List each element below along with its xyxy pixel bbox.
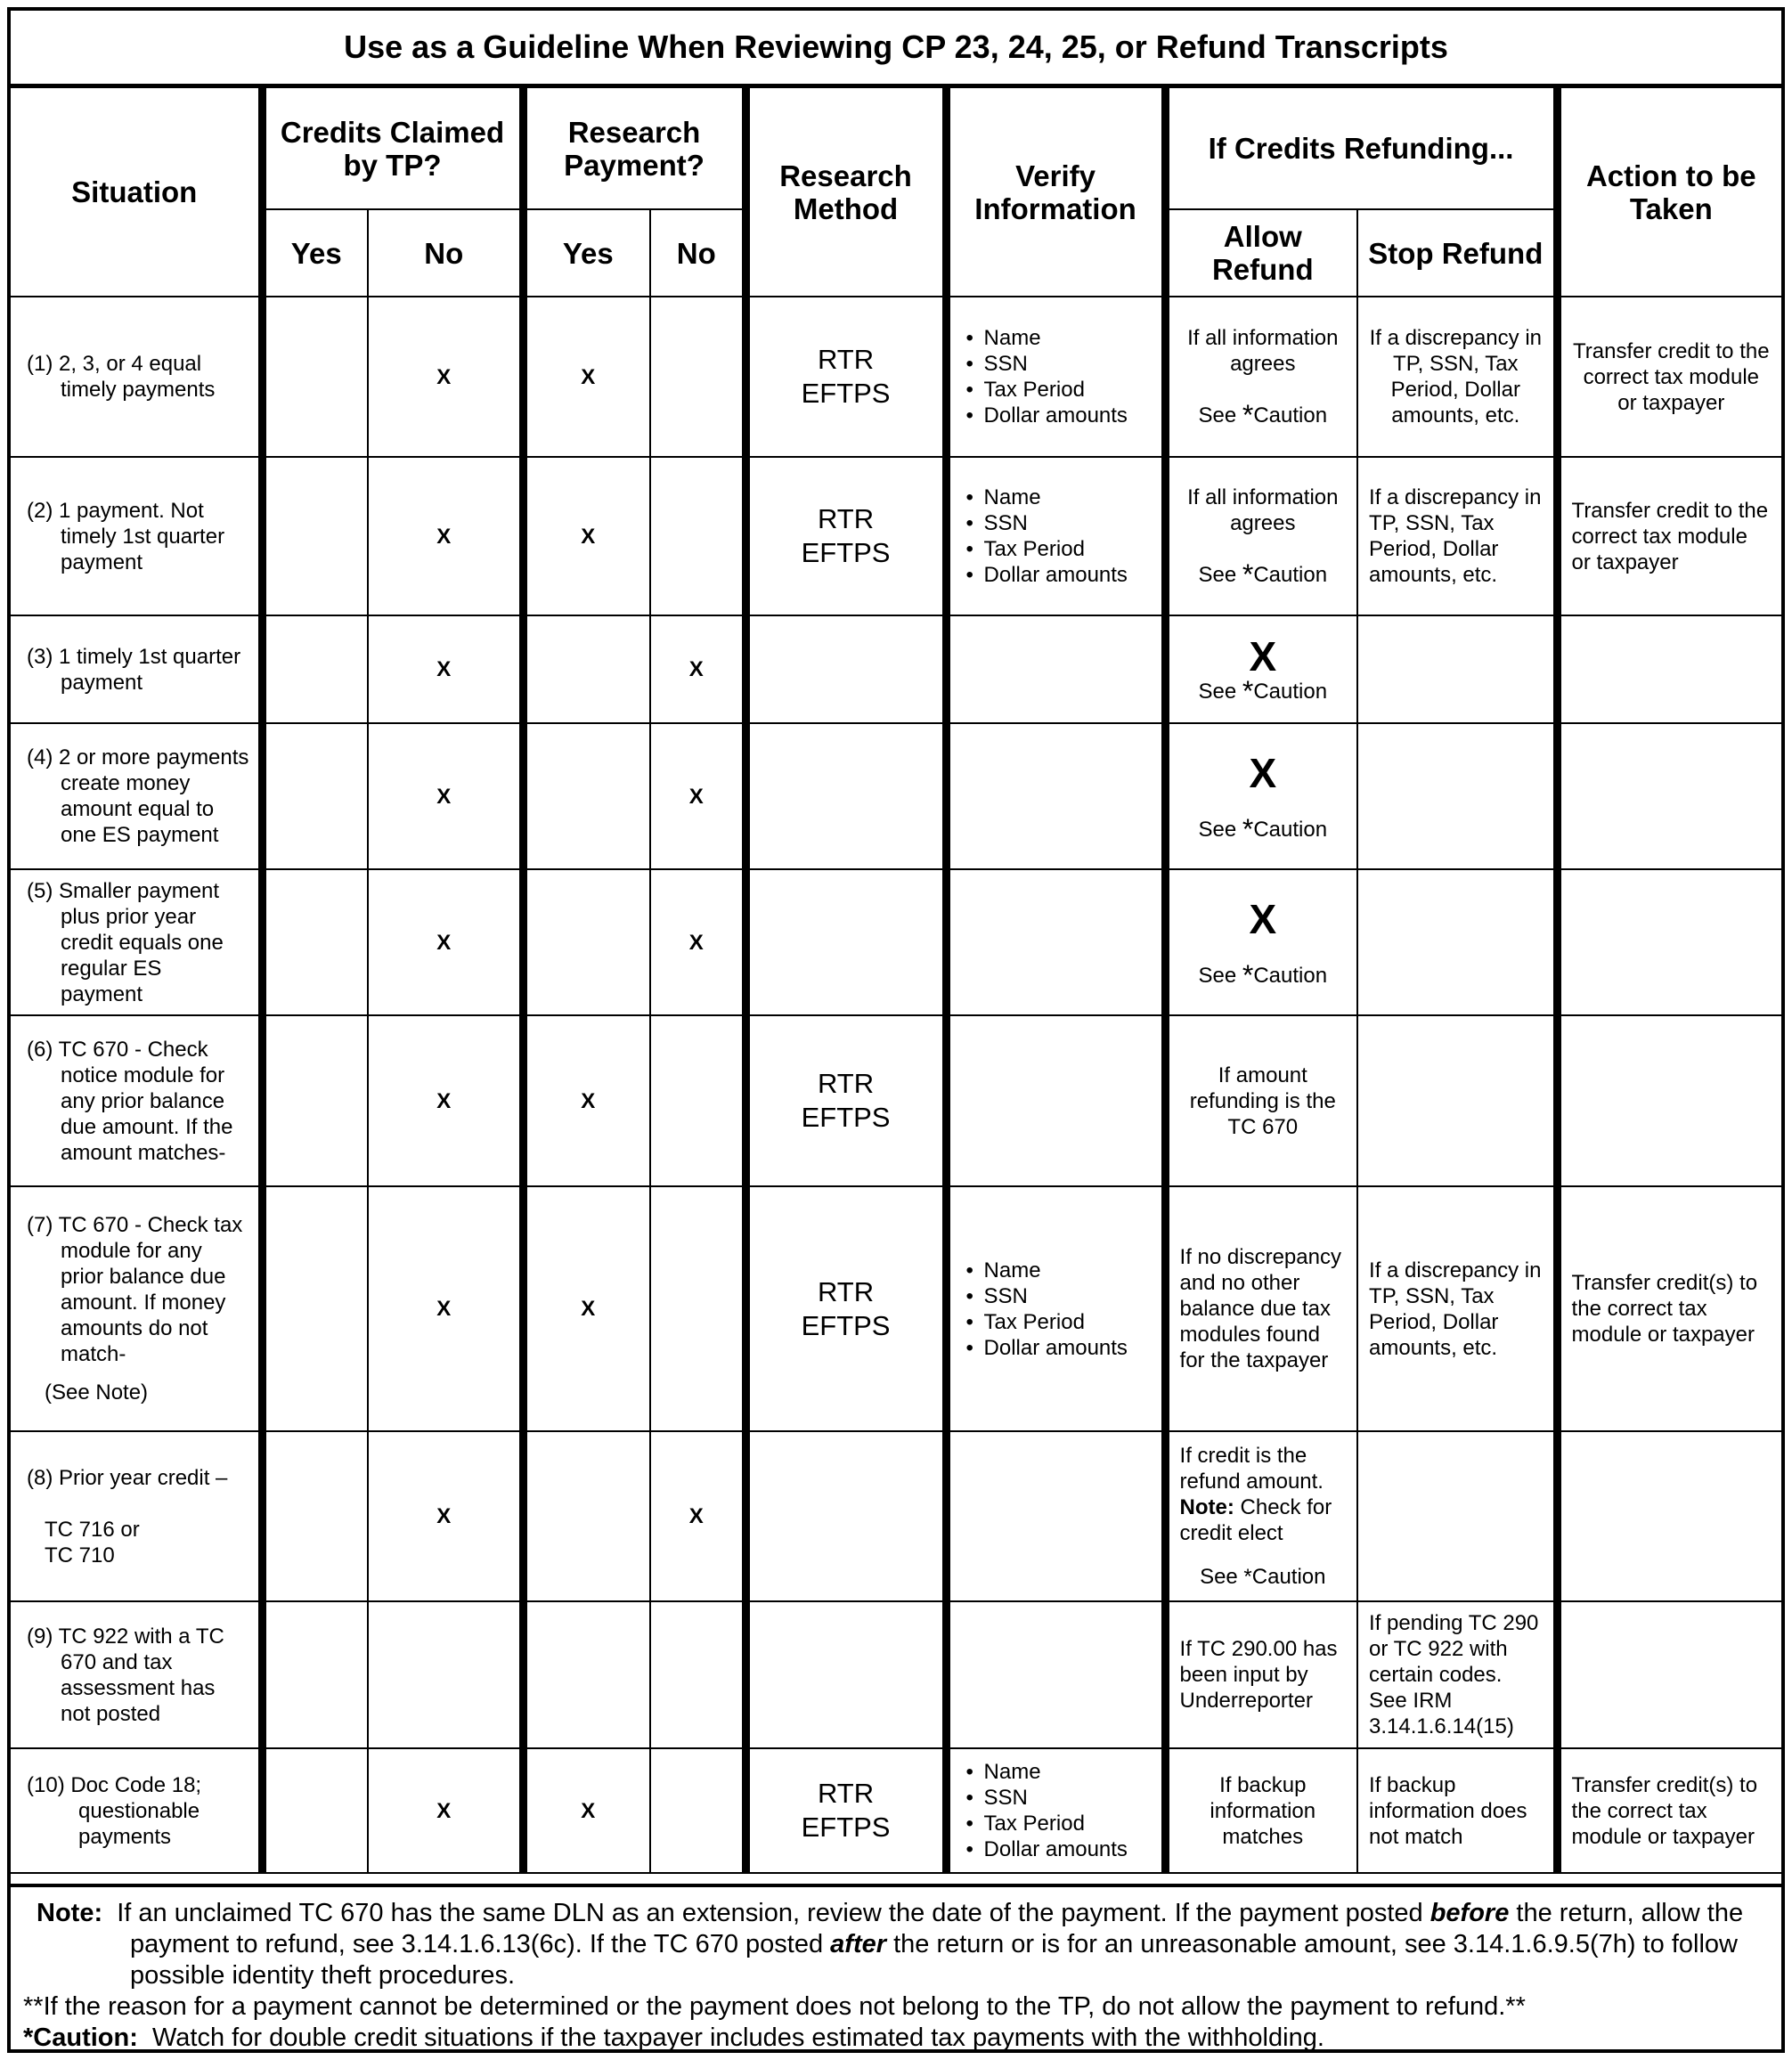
- situation-cell: [11, 869, 262, 1015]
- stop-refund-cell: [1357, 869, 1557, 1015]
- list-item: • Dollar amounts: [966, 562, 1161, 588]
- situation-text: (2) 1 payment. Not timely 1st quarter payment: [27, 498, 225, 574]
- verify-cell: [946, 723, 1165, 869]
- payment-yes-mark: X: [523, 297, 650, 457]
- payment-no-mark: X: [650, 869, 745, 1015]
- action-cell: [1557, 869, 1781, 1015]
- action-cell: Transfer credit(s) to the correct tax module or taxpayer: [1557, 1748, 1781, 1873]
- table-row: [11, 1748, 1781, 1873]
- credits-yes-cell: [262, 1186, 368, 1431]
- allow-refund-cell: If backup information matches: [1165, 1748, 1357, 1873]
- note-text: the return, allow the payment to refund, see 3.14.1.6.13(6c). If the TC 670 posted: [130, 1899, 1744, 1958]
- credits-no-cell: [368, 1601, 523, 1748]
- situation-cell: [11, 723, 262, 869]
- research-method-rtr: RTR: [817, 1275, 875, 1307]
- credits-no-mark: X: [368, 1431, 523, 1601]
- table-row: [11, 869, 1781, 1015]
- table-row: [11, 1015, 1781, 1186]
- note-emphasis-after: after: [830, 1930, 887, 1958]
- research-method-cell: [745, 1186, 946, 1431]
- action-cell: [1557, 615, 1781, 723]
- verify-list: [950, 1258, 1161, 1361]
- situation-text: (6) TC 670 - Check notice module for any prior balance due amount. If the amount matches-: [27, 1037, 233, 1165]
- stop-refund-cell: If backup information does not match: [1357, 1748, 1557, 1873]
- research-method-eftps: EFTPS: [801, 1309, 891, 1341]
- payment-yes-cell: [523, 723, 650, 869]
- verify-cell: [946, 1748, 1165, 1873]
- action-cell: [1557, 1431, 1781, 1601]
- payment-yes-mark: X: [523, 457, 650, 615]
- allow-refund-cell: If no discrepancy and no other balance due tax modules found for the taxpayer: [1165, 1186, 1357, 1431]
- allow-refund-cell: If TC 290.00 has been input by Underreporter: [1165, 1601, 1357, 1748]
- see-caution: See *Caution: [1198, 399, 1328, 431]
- list-item: • Dollar amounts: [966, 1335, 1161, 1361]
- verify-list: [950, 325, 1161, 428]
- stop-refund-cell: If a discrepancy in TP, SSN, Tax Period, Dollar amounts, etc.: [1357, 297, 1557, 457]
- research-method-cell: [745, 723, 946, 869]
- table-row: [11, 1601, 1781, 1748]
- verify-cell: [946, 1186, 1165, 1431]
- credits-yes-cell: [262, 1601, 368, 1748]
- situation-text: (4) 2 or more payments create money amount equal to one ES payment: [27, 745, 249, 847]
- research-method-cell: [745, 869, 946, 1015]
- allow-refund-cell: [1165, 869, 1357, 1015]
- research-method-rtr: RTR: [817, 344, 875, 375]
- situation-text: (1) 2, 3, or 4 equal timely payments: [27, 352, 216, 402]
- see-note-text: (See Note): [45, 1380, 149, 1405]
- credits-no-mark: X: [368, 615, 523, 723]
- list-item: • SSN: [966, 351, 1161, 377]
- header-research-payment: Research Payment?: [523, 88, 745, 209]
- credits-no-mark: X: [368, 1015, 523, 1186]
- payment-yes-mark: X: [523, 1748, 650, 1873]
- situation-cell: [11, 1015, 262, 1186]
- situation-tc-text: TC 716 or TC 710: [45, 1517, 140, 1567]
- credits-yes-cell: [262, 457, 368, 615]
- table-row: [11, 723, 1781, 869]
- note-text: If an unclaimed TC 670 has the same DLN as an extension, review the date of the payment. If the payment posted: [117, 1899, 1430, 1927]
- see-caution: See *Caution: [1198, 558, 1328, 590]
- verify-list: [950, 1759, 1161, 1862]
- verify-cell: [946, 1601, 1165, 1748]
- stop-refund-cell: [1357, 1015, 1557, 1186]
- verify-cell: [946, 1431, 1165, 1601]
- research-method-eftps: EFTPS: [801, 378, 891, 409]
- stop-refund-cell: [1357, 1431, 1557, 1601]
- header-stop-refund: Stop Refund: [1357, 209, 1557, 297]
- header-payment-no: No: [650, 209, 745, 297]
- allow-refund-mark: X: [1249, 633, 1277, 680]
- situation-cell: [11, 297, 262, 457]
- credits-yes-cell: [262, 1748, 368, 1873]
- payment-no-cell: [650, 1748, 745, 1873]
- stop-refund-cell: [1357, 723, 1557, 869]
- payment-no-cell: [650, 297, 745, 457]
- list-item: • Name: [966, 1258, 1161, 1283]
- credits-no-mark: X: [368, 1748, 523, 1873]
- header-verify-information: Verify Information: [946, 88, 1165, 297]
- credits-no-mark: X: [368, 1186, 523, 1431]
- credits-no-mark: X: [368, 297, 523, 457]
- research-method-rtr: RTR: [817, 1778, 875, 1809]
- allow-refund-text: If all information agrees: [1187, 326, 1339, 376]
- table-row: [11, 1186, 1781, 1431]
- guideline-page: [7, 7, 1785, 2053]
- allow-refund-text: If credit is the refund amount.: [1179, 1444, 1324, 1494]
- table-row: [11, 1431, 1781, 1601]
- see-caution: See *Caution: [1198, 958, 1328, 991]
- situation-cell: [11, 1601, 262, 1748]
- payment-no-cell: [650, 1186, 745, 1431]
- see-caution: See *Caution: [1200, 1565, 1326, 1589]
- research-method-rtr: RTR: [817, 503, 875, 534]
- payment-no-mark: X: [650, 615, 745, 723]
- research-method-cell: [745, 1601, 946, 1748]
- header-credits-yes: Yes: [262, 209, 368, 297]
- credits-no-mark: X: [368, 869, 523, 1015]
- research-method-cell: [745, 457, 946, 615]
- double-star-note: **If the reason for a payment cannot be determined or the payment does not belong to the TP, do not allow the payment to refund.**: [23, 1992, 1526, 2021]
- note-label: Note:: [1179, 1495, 1234, 1519]
- action-cell: Transfer credit to the correct tax module or taxpayer: [1557, 457, 1781, 615]
- verify-cell: [946, 297, 1165, 457]
- research-method-cell: [745, 615, 946, 723]
- list-item: • Dollar amounts: [966, 403, 1161, 428]
- payment-yes-cell: [523, 869, 650, 1015]
- stop-refund-cell: If a discrepancy in TP, SSN, Tax Period, Dollar amounts, etc.: [1357, 1186, 1557, 1431]
- situation-cell: [11, 1186, 262, 1431]
- credits-yes-cell: [262, 1431, 368, 1601]
- payment-yes-cell: [523, 1601, 650, 1748]
- table-row: [11, 297, 1781, 457]
- situation-text: (9) TC 922 with a TC 670 and tax assessment has not posted: [27, 1624, 224, 1726]
- note-paragraph: [23, 1898, 1769, 1991]
- table-row: [11, 457, 1781, 615]
- allow-refund-cell: [1165, 615, 1357, 723]
- allow-refund-mark: X: [1249, 895, 1277, 942]
- note-text: the return or is for an unreasonable amount, see 3.14.1.6.9.5(7h) to follow possible identity theft procedures.: [130, 1930, 1738, 1990]
- header-research-method: Research Method: [745, 88, 946, 297]
- credits-yes-cell: [262, 723, 368, 869]
- caution-text: Watch for double credit situations if the taxpayer includes estimated tax payments with the withholding.: [152, 2023, 1324, 2052]
- payment-no-cell: [650, 1601, 745, 1748]
- header-allow-refund: Allow Refund: [1165, 209, 1357, 297]
- header-if-credits-refunding: If Credits Refunding...: [1165, 88, 1557, 209]
- allow-refund-note: Check for credit elect: [1179, 1495, 1332, 1545]
- allow-refund-cell: [1165, 723, 1357, 869]
- payment-yes-cell: [523, 1431, 650, 1601]
- situation-text: (10) Doc Code 18; questionable payments: [27, 1772, 202, 1849]
- action-cell: Transfer credit to the correct tax module or taxpayer: [1557, 297, 1781, 457]
- header-credits-claimed: Credits Claimed by TP?: [262, 88, 523, 209]
- situation-cell: [11, 457, 262, 615]
- allow-refund-cell: [1165, 1431, 1357, 1601]
- situation-text: (3) 1 timely 1st quarter payment: [27, 644, 241, 695]
- research-method-cell: [745, 1431, 946, 1601]
- research-method-rtr: RTR: [817, 1068, 875, 1099]
- situation-text: (8) Prior year credit –: [27, 1465, 228, 1490]
- header-credits-no: No: [368, 209, 523, 297]
- action-cell: [1557, 1601, 1781, 1748]
- research-method-eftps: EFTPS: [801, 1102, 891, 1133]
- situation-text: (5) Smaller payment plus prior year credit equals one regular ES payment: [27, 878, 224, 1006]
- payment-no-cell: [650, 457, 745, 615]
- action-cell: [1557, 723, 1781, 869]
- research-method-eftps: EFTPS: [801, 1812, 891, 1843]
- list-item: • Tax Period: [966, 377, 1161, 403]
- payment-no-cell: [650, 1015, 745, 1186]
- header-action: Action to be Taken: [1557, 88, 1781, 297]
- guideline-table: [11, 88, 1781, 1874]
- caution-note: [23, 2023, 1769, 2054]
- research-method-eftps: EFTPS: [801, 537, 891, 568]
- list-item: • SSN: [966, 1785, 1161, 1811]
- see-caution: See *Caution: [1198, 812, 1328, 845]
- situation-cell: [11, 1431, 262, 1601]
- payment-yes-mark: X: [523, 1015, 650, 1186]
- list-item: • SSN: [966, 510, 1161, 536]
- page-title: Use as a Guideline When Reviewing CP 23, 24, 25, or Refund Transcripts: [11, 11, 1781, 88]
- caution-label: *Caution:: [23, 2023, 138, 2052]
- stop-refund-cell: If pending TC 290 or TC 922 with certain codes. See IRM 3.14.1.6.14(15): [1357, 1601, 1557, 1748]
- header-situation: Situation: [11, 88, 262, 297]
- action-cell: Transfer credit(s) to the correct tax module or taxpayer: [1557, 1186, 1781, 1431]
- list-item: • Name: [966, 325, 1161, 351]
- stop-refund-cell: If a discrepancy in TP, SSN, Tax Period, Dollar amounts, etc.: [1357, 457, 1557, 615]
- research-method-cell: [745, 1015, 946, 1186]
- see-caution: See *Caution: [1198, 675, 1328, 707]
- allow-refund-text: If all information agrees: [1187, 485, 1339, 535]
- stop-refund-cell: [1357, 615, 1557, 723]
- verify-list: [950, 484, 1161, 588]
- verify-cell: [946, 615, 1165, 723]
- verify-cell: [946, 457, 1165, 615]
- list-item: • Name: [966, 484, 1161, 510]
- list-item: • Tax Period: [966, 536, 1161, 562]
- verify-cell: [946, 1015, 1165, 1186]
- research-method-cell: [745, 297, 946, 457]
- credits-yes-cell: [262, 297, 368, 457]
- payment-no-mark: X: [650, 723, 745, 869]
- list-item: • Dollar amounts: [966, 1836, 1161, 1862]
- note-label: Note:: [37, 1899, 103, 1927]
- header-payment-yes: Yes: [523, 209, 650, 297]
- credits-yes-cell: [262, 1015, 368, 1186]
- allow-refund-mark: X: [1249, 749, 1277, 796]
- payment-yes-mark: X: [523, 1186, 650, 1431]
- credits-no-mark: X: [368, 457, 523, 615]
- situation-cell: [11, 1748, 262, 1873]
- table-row: [11, 615, 1781, 723]
- list-item: • SSN: [966, 1283, 1161, 1309]
- note-emphasis-before: before: [1430, 1899, 1510, 1927]
- notes-section: [11, 1884, 1781, 2052]
- credits-yes-cell: [262, 615, 368, 723]
- research-method-cell: [745, 1748, 946, 1873]
- allow-refund-cell: [1165, 297, 1357, 457]
- verify-cell: [946, 869, 1165, 1015]
- situation-cell: [11, 615, 262, 723]
- credits-no-mark: X: [368, 723, 523, 869]
- payment-no-mark: X: [650, 1431, 745, 1601]
- payment-yes-cell: [523, 615, 650, 723]
- situation-text: (7) TC 670 - Check tax module for any prior balance due amount. If money amounts do not match-: [27, 1213, 243, 1366]
- list-item: • Tax Period: [966, 1811, 1161, 1836]
- action-cell: [1557, 1015, 1781, 1186]
- allow-refund-cell: [1165, 457, 1357, 615]
- allow-refund-cell: If amount refunding is the TC 670: [1165, 1015, 1357, 1186]
- list-item: • Name: [966, 1759, 1161, 1785]
- credits-yes-cell: [262, 869, 368, 1015]
- list-item: • Tax Period: [966, 1309, 1161, 1335]
